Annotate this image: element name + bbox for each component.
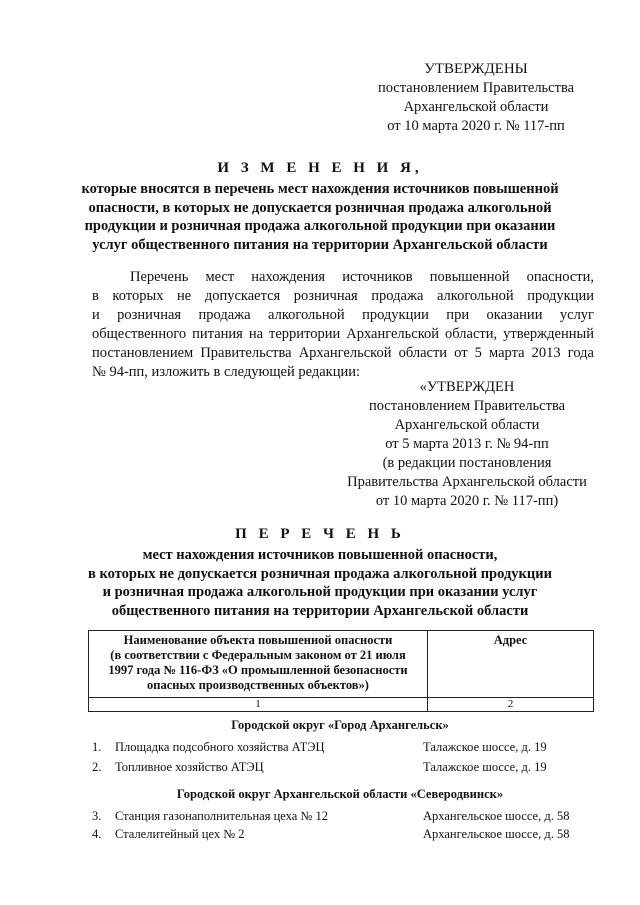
header-line: опасных производственных объектов») <box>147 678 369 692</box>
paragraph-line: и розничная продажа алкогольной продукции при оказании услуг <box>92 307 594 323</box>
changes-subtitle <box>70 180 570 254</box>
approval-block-line: Правительства Архангельской области <box>347 474 587 490</box>
changes-subtitle-line: услуг общественного питания на территории Архангельской области <box>92 236 548 253</box>
paragraph-line: Перечень мест нахождения источников повышенной опасности, <box>130 269 594 285</box>
paragraph-line: № 94-пп, изложить в следующей редакции: <box>92 364 361 380</box>
list-subtitle <box>70 546 570 620</box>
list-item <box>92 807 592 825</box>
approval-title: УТВЕРЖДЕНЫ <box>424 61 528 77</box>
changes-subtitle-line: опасности, в которых не допускается розничная продажа алкогольной <box>88 199 552 216</box>
approval-block-line: постановлением Правительства <box>368 398 566 414</box>
list-subtitle-line: общественного питания на территории Архангельской области <box>111 602 529 619</box>
approval-line: Архангельской области <box>403 99 549 115</box>
item-number: 3. <box>92 809 102 823</box>
objects-table <box>88 630 594 712</box>
changes-subtitle-line: продукции и розничная продажа алкогольной продукции при оказании <box>84 218 556 234</box>
changes-subtitle-line: которые вносятся в перечень мест нахождения источников повышенной <box>81 181 559 197</box>
list-subtitle-line: мест нахождения источников повышенной опасности, <box>142 547 498 563</box>
list-item <box>92 758 592 776</box>
item-name: Топливное хозяйство АТЭЦ <box>115 760 264 774</box>
district-heading: Городской округ «Город Архангельск» <box>231 718 449 732</box>
approval-header <box>360 60 592 136</box>
list-item <box>92 738 592 756</box>
item-address: Архангельское шоссе, д. 58 <box>423 809 570 823</box>
item-name: Площадка подсобного хозяйства АТЭЦ <box>115 740 325 754</box>
item-number: 4. <box>92 827 102 841</box>
item-address: Талажское шоссе, д. 19 <box>423 760 547 774</box>
district-heading: Городской округ Архангельской области «Северодвинск» <box>176 787 504 801</box>
column-number: 2 <box>428 698 594 712</box>
item-name: Сталелитейный цех № 2 <box>115 827 245 841</box>
column-header-name <box>89 631 428 698</box>
list-subtitle-line: в которых не допускается розничная продажа алкогольной продукции <box>88 565 552 582</box>
list-title: П Е Р Е Ч Е Н Ь <box>235 526 405 542</box>
approval-block-line: от 10 марта 2020 г. № 117-пп) <box>375 493 559 509</box>
approval-block-line: (в редакции постановления <box>382 455 552 471</box>
list-item <box>92 825 592 843</box>
paragraph-line: постановлением Правительства Архангельской области от 5 марта 2013 года <box>92 345 594 361</box>
item-address: Архангельское шоссе, д. 58 <box>423 827 570 841</box>
approval-line: от 10 марта 2020 г. № 117-пп <box>387 118 565 134</box>
list-subtitle-line: и розничная продажа алкогольной продукции при оказании услуг <box>102 584 538 600</box>
approval-block <box>338 378 596 511</box>
paragraph-line: в которых не допускается розничная продажа алкогольной продукции <box>92 288 594 304</box>
item-address: Талажское шоссе, д. 19 <box>423 740 547 754</box>
approval-line: постановлением Правительства <box>377 80 575 96</box>
approval-block-line: «УТВЕРЖДЕН <box>419 379 515 395</box>
approval-block-line: от 5 марта 2013 г. № 94-пп <box>385 436 549 452</box>
item-number: 2. <box>92 760 102 774</box>
column-number: 1 <box>89 698 428 712</box>
header-line: 1997 года № 116-ФЗ «О промышленной безопасности <box>108 663 408 677</box>
table-number-row <box>89 698 594 712</box>
header-line: (в соответствии с Федеральным законом от 21 июля <box>110 648 406 662</box>
item-number: 1. <box>92 740 102 754</box>
approval-block-line: Архангельской области <box>394 417 540 433</box>
item-name: Станция газонаполнительная цеха № 12 <box>115 809 328 823</box>
changes-title: И З М Е Н Е Н И Я, <box>217 160 423 176</box>
header-line: Наименование объекта повышенной опасности <box>123 633 393 647</box>
intro-paragraph <box>92 268 594 382</box>
paragraph-line: общественного питания на территории Архангельской области, утвержденный <box>92 326 594 342</box>
column-header-address: Адрес <box>428 631 594 698</box>
table-header-row <box>89 631 594 698</box>
